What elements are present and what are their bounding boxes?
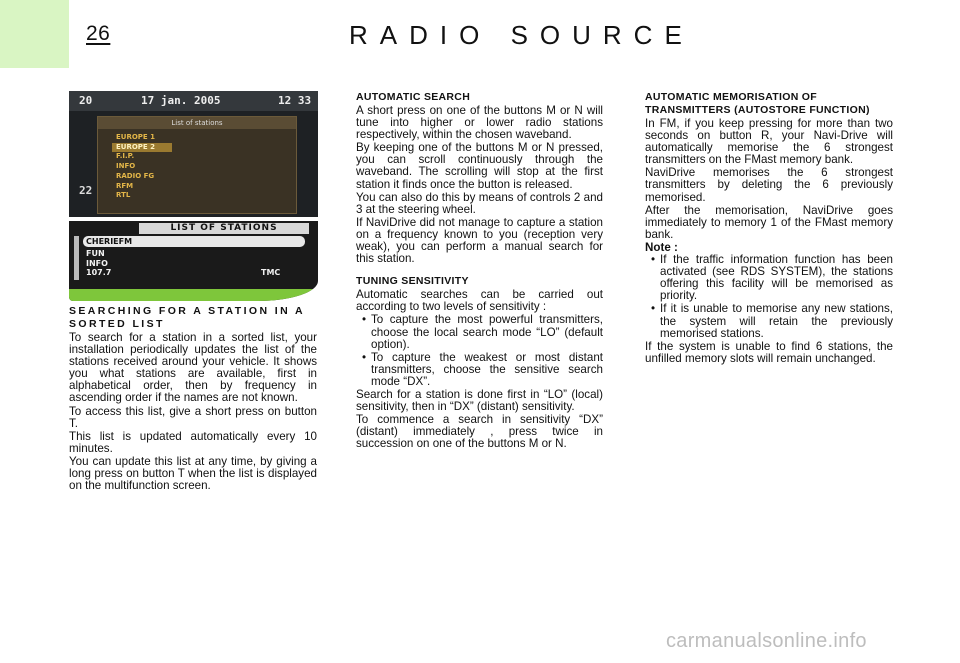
paragraph: By keeping one of the buttons M or N pressed, you can scroll continuously through the waveband. The scrolling will stop at the first station it finds once the button is released. [356,141,603,191]
paragraph: To access this list, give a short press on button T. [69,404,317,430]
sensitivity-list [356,314,603,388]
heading-automatic-search: AUTOMATIC SEARCH [356,91,471,103]
stations-list [116,133,172,201]
paragraph: If the system is unable to find 6 stations, the unfilled memory slots will remain unchanged. [645,339,893,365]
status-left: 20 [79,94,93,107]
heading-sorted-list: SEARCHING FOR A STATION IN A SORTED LIST [69,305,305,330]
corner-tab [0,0,69,68]
section-autostore [645,91,893,366]
list-highlight: CHERIEFM [83,236,305,247]
paragraph: NaviDrive memorises the 6 strongest transmitters by deleting the 6 previously memorised. [645,166,893,204]
status-bar [69,91,318,111]
station-item: INFO [116,162,136,171]
note-list [645,254,893,340]
status-time: 12 33 [278,94,312,107]
list-item: • To capture the weakest or most distant transmitters, choose the sensitive search mode “DX”. [356,352,603,388]
paragraph: This list is updated automatically every 10 minutes. [69,429,317,455]
paragraph: Search for a station is done first in “LO” (local) sensitivity, then in “DX” (distant) sensitivity. [356,387,603,414]
station-item-selected: EUROPE 2 [112,143,172,153]
tmc-label: TMC [261,268,281,277]
paragraph: If NaviDrive did not manage to capture a station on a frequency known to you (reception very weak), you can perform a manual search for this station. [356,215,603,266]
screen-illustration-list [69,221,318,301]
page-title: RADIO SOURCE [349,20,694,50]
paragraph: You can update this list at any time, by giving a long press on button T when the list is displayed on the multifunction screen. [69,454,317,493]
paragraph: A short press on one of the buttons M or N will tune into higher or lower radio stations respectively, within the chosen waveband. [356,104,603,142]
list-item: • If the traffic information function has been activated (see RDS SYSTEM), the stations offering this facility will be memorised as priority. [645,254,893,302]
list-item: FUN [86,249,105,258]
list-item: • To capture the most powerful transmitters, choose the local search mode “LO” (default option). [356,314,603,350]
station-item: EUROPE 1 [116,133,156,141]
paragraph: In FM, if you keep pressing for more than two seconds on button R, your Navi-Drive will automatically memorise the 6 strongest transmitters on the FMast memory bank. [645,117,893,167]
green-strip [69,289,318,301]
station-item: F.I.P. [116,152,135,161]
note-label: Note : [645,240,678,254]
section-sorted-list [69,305,317,493]
station-item: RTL [116,191,131,200]
list-item: • If it is unable to memorise any new stations, the system will retain the previously memorised stations. [645,303,893,339]
list-item: INFO [86,258,108,268]
stations-list-frame [97,116,297,214]
paragraph: To search for a station in a sorted list, your installation periodically updates the list of the stations received around your vehicle. It shows you what stations are available, first in alphabetical order, then by frequency in ascending order if the names are not known. [69,331,317,405]
station-item: RADIO FG [116,171,155,180]
list-entries [86,249,111,278]
screen-illustration-stations [69,91,318,217]
paragraph: After the memorisation, NaviDrive goes immediately to memory 1 of the FMast memory bank. [645,203,893,241]
section-automatic-search [356,91,603,451]
station-item: RFM [116,181,134,190]
paragraph: Automatic searches can be carried out according to two levels of sensitivity : [356,288,603,314]
list-item: 107.7 [86,268,112,277]
heading-tuning-sensitivity: TUNING SENSITIVITY [356,275,469,288]
heading-autostore: AUTOMATIC MEMORISATION OF TRANSMITTERS (AUTOSTORE FUNCTION) [645,91,870,116]
list-banner: LIST OF STATIONS [139,223,309,234]
paragraph: You can also do this by means of controls 2 and 3 at the steering wheel. [356,190,603,216]
status-date: 17 jan. 2005 [141,94,221,107]
side-readout: 22 [79,184,93,197]
scrollbar [74,236,79,280]
paragraph: To commence a search in sensitivity “DX” (distant) immediately , press twice in succession on one of the buttons M or N. [356,413,603,451]
stations-list-header: List of stations [98,117,296,129]
page-number: 26 [86,22,111,45]
watermark: carmanualsonline.info [666,630,867,652]
